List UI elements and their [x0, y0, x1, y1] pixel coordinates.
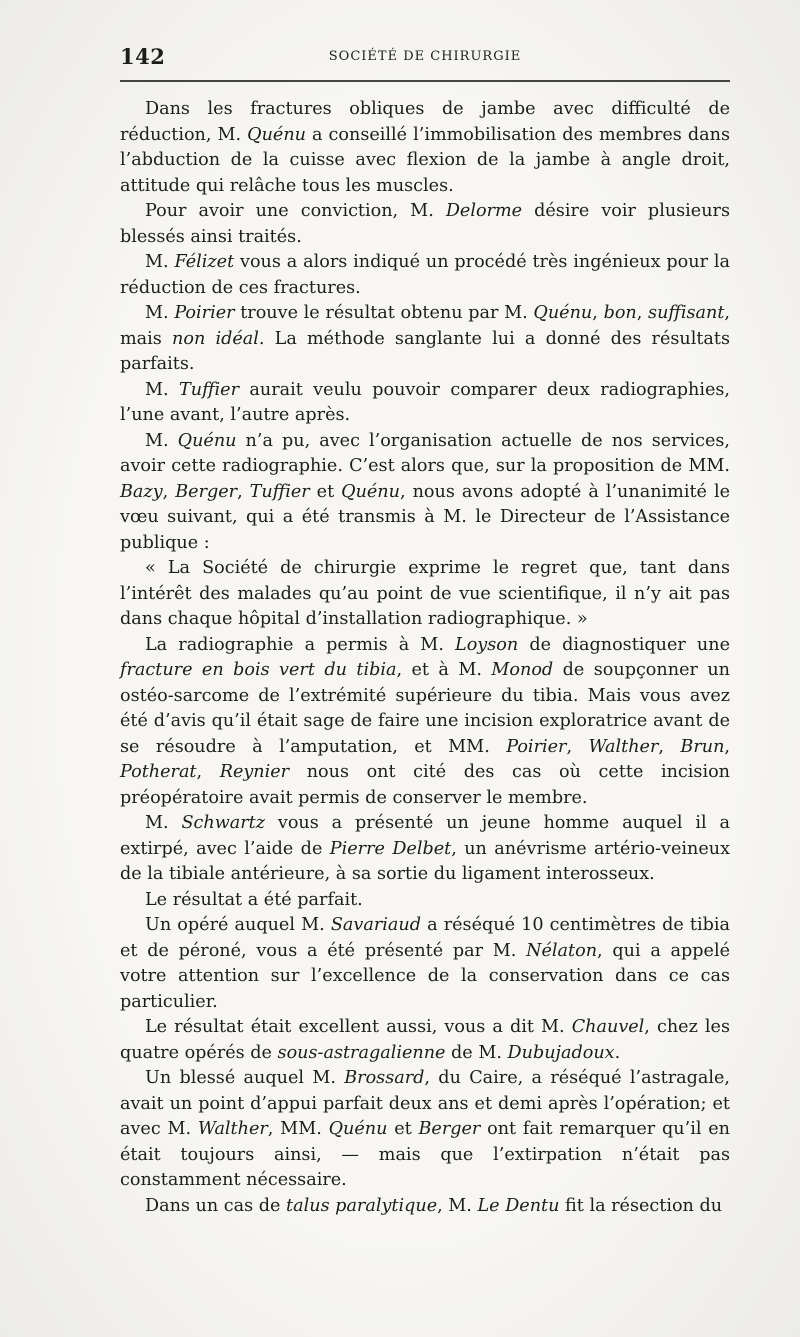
text-run: , mais [120, 303, 731, 349]
paragraph [120, 301, 730, 378]
italic-run: Quénu [341, 481, 400, 502]
text-run: , [592, 303, 604, 323]
text-run: a conseillé l’immobilisation des membres dans l’abduction de la cuisse avec flexion de la jambe à angle droit, attitude qui relâche tous les muscles. [120, 124, 730, 196]
text-run: a réséqué 10 centimètres de tibia et de péroné, vous a été présenté par M. [120, 915, 730, 961]
italic-run: Quénu [177, 430, 237, 451]
italic-run: Félizet [174, 252, 235, 272]
page-number: 142 [120, 44, 166, 69]
italic-run: Tuffier [249, 481, 310, 502]
text-run: , [566, 736, 589, 757]
paragraph [120, 199, 730, 250]
italic-run: Brun [680, 736, 725, 757]
text-run: , [636, 303, 649, 323]
italic-run: Monod [491, 660, 554, 680]
text-run: M. [145, 379, 179, 400]
text-run: vous a alors indiqué un procédé très ingénieux pour la réduction de ces fractures. [120, 252, 730, 298]
text-run: . La méthode sanglante lui a donné des résultats parfaits. [120, 328, 731, 374]
italic-run: Bazy [120, 481, 163, 502]
text-run: M. [145, 430, 178, 451]
italic-run: Reynier [219, 762, 290, 782]
italic-run: Walther [588, 736, 659, 757]
paragraph [120, 1015, 730, 1066]
text-run: . [614, 1042, 621, 1063]
text-run: La radiographie a permis à M. [145, 634, 456, 655]
text-run: Un blessé auquel M. [145, 1068, 345, 1088]
text-run: , nous avons adopté à l’unanimité le vœu suivant, qui a été transmis à M. le Directeur de l’Assistance publique : [120, 481, 730, 553]
italic-run: Loyson [455, 634, 519, 655]
italic-run: fracture en bois vert du tibia [120, 660, 397, 680]
paragraph [120, 1194, 730, 1220]
paragraph [120, 429, 730, 557]
paragraph [120, 97, 730, 199]
text-run: , [162, 481, 176, 502]
italic-run: Brossard [344, 1068, 425, 1088]
text-run: de diagnostiquer une [518, 634, 730, 655]
text-run: , M. [437, 1195, 478, 1216]
text-run: , [196, 762, 220, 782]
text-run: Pour avoir une conviction, M. [145, 201, 446, 221]
italic-run: suffisant [648, 303, 725, 323]
text-run: vous a présenté un jeune homme auquel il a extirpé, avec l’aide de [120, 813, 730, 859]
paragraph [120, 250, 730, 301]
text-run: , qui a appelé votre attention sur l’excellence de la conservation dans ce cas particulier. [120, 940, 731, 1012]
text-run: , [237, 481, 250, 502]
text-run: , du Caire, a réséqué l’astragale, avait un point d’appui parfait deux ans et demi après l’opération; et avec M. [120, 1068, 730, 1139]
text-run: M. [145, 252, 175, 272]
italic-run: Pierre Delbet [329, 838, 452, 859]
italic-run: bon [603, 303, 637, 323]
paragraph [120, 378, 730, 429]
italic-run: Quénu [247, 124, 306, 145]
text-run: M. [145, 303, 175, 323]
italic-run: Le Dentu [477, 1195, 560, 1216]
text-run: trouve le résultat obtenu par M. [234, 303, 534, 323]
text-run: , chez les quatre opérés de [120, 1017, 730, 1063]
paragraph [120, 1066, 730, 1194]
text-run: et [387, 1119, 419, 1139]
italic-run: Savariaud [330, 915, 421, 935]
paragraph [120, 811, 730, 888]
text-run: de soupçonner un ostéo-sarcome de l’extrémité supérieure du tibia. Mais vous avez été d’avis qu’il était sage de faire une incision exploratrice avant de se résoudre à l’amputation, et MM. [120, 660, 730, 757]
text-run: fit la résection du [559, 1195, 723, 1216]
text-run: de M. [445, 1042, 508, 1063]
page-header [120, 44, 730, 68]
body-text [120, 97, 730, 1219]
paragraph [120, 888, 730, 914]
text-run: ont fait remarquer qu’il en était toujours ainsi, — mais que l’extirpation n’était pas constamment nécessaire. [120, 1119, 730, 1190]
italic-run: Poirier [506, 736, 567, 757]
text-run: , [658, 736, 681, 757]
text-run: Le résultat était excellent aussi, vous a dit M. [145, 1017, 572, 1037]
italic-run: Dubujadoux [507, 1042, 615, 1063]
text-run: , et à M. [396, 660, 492, 680]
text-run: nous ont cité des cas où cette incision préopératoire avait permis de conserver le membre. [120, 762, 730, 808]
text-run: M. [145, 813, 182, 833]
text-run: , [724, 736, 731, 757]
text-run: Un opéré auquel M. [145, 915, 331, 935]
italic-run: Berger [175, 481, 238, 502]
text-run: aurait veulu pouvoir comparer deux radiographies, l’une avant, l’autre après. [120, 379, 730, 425]
text-run: « La Société de chirurgie exprime le regret que, tant dans l’intérêt des malades qu’au point de vue scientifique, il n’y ait pas dans chaque hôpital d’installation radiographique. » [120, 558, 730, 629]
text-run: , MM. [267, 1119, 329, 1139]
text-run: n’a pu, avec l’organisation actuelle de nos services, avoir cette radiographie. C’est alors que, sur la proposition de MM. [120, 430, 730, 476]
italic-run: Potherat [120, 762, 197, 782]
italic-run: Nélaton [526, 940, 598, 961]
paragraph [120, 556, 730, 633]
text-run: Le résultat a été parfait. [145, 889, 363, 910]
text-run: Dans les fractures obliques de jambe avec difficulté de réduction, M. [120, 99, 730, 145]
text-run: désire voir plusieurs blessés ainsi traités. [120, 201, 730, 247]
text-run: , un anévrisme artério-veineux de la tibiale antérieure, à sa sortie du ligament interosseux. [120, 838, 730, 884]
italic-run: Quénu [328, 1119, 388, 1139]
italic-run: sous-astragalienne [277, 1042, 446, 1063]
text-run: Dans un cas de [145, 1195, 287, 1216]
text-run: et [309, 481, 342, 502]
paragraph [120, 633, 730, 812]
italic-run: Schwartz [181, 813, 266, 833]
running-head: SOCIÉTÉ DE CHIRURGIE [328, 49, 522, 64]
italic-run: Walther [197, 1119, 268, 1139]
italic-run: Chauvel [571, 1017, 645, 1037]
italic-run: talus paralytique [286, 1195, 438, 1216]
italic-run: Poirier [174, 303, 235, 323]
header-rule [120, 80, 730, 82]
paragraph [120, 913, 730, 1015]
italic-run: Tuffier [179, 379, 239, 400]
italic-run: Delorme [445, 201, 523, 221]
italic-run: non idéal [172, 328, 259, 349]
italic-run: Quénu [533, 303, 593, 323]
italic-run: Berger [418, 1119, 481, 1139]
